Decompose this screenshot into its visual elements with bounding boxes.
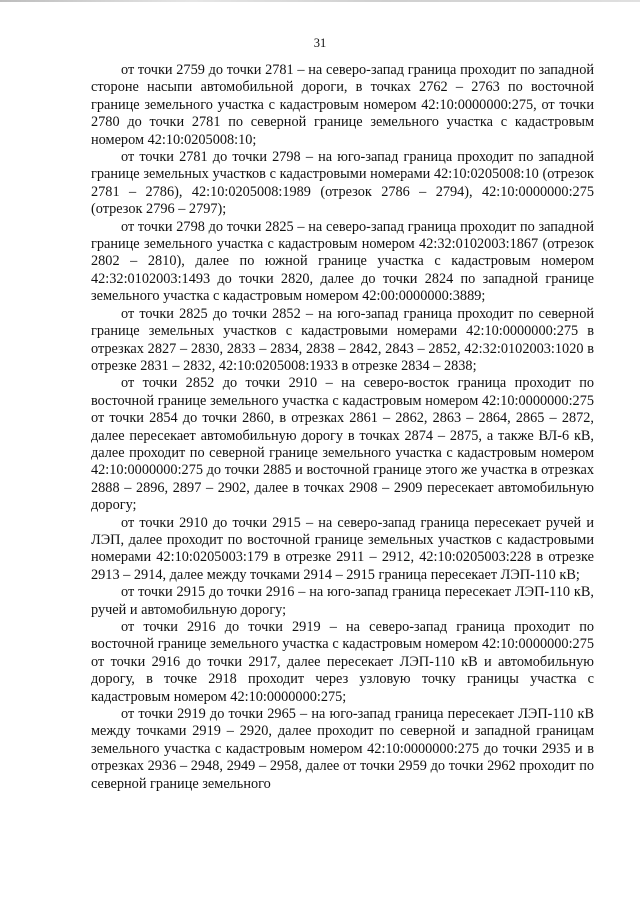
scan-top-edge [0,0,640,2]
paragraph-2916-2919: от точки 2916 до точки 2919 – на северо-запад граница проходит по восточной границе земельного участка с кадастровым номером 42:10:0000000:275 от точки 2916 до точки 2917, далее пересекает ЛЭП-110 кВ и автомобильную дорогу, в точке 2918 проходит через узловую точку границы участка с кадастровым номером 42:10:0000000:275; [91,619,594,705]
page-number: 31 [313,36,327,50]
paragraph-2910-2915: от точки 2910 до точки 2915 – на северо-запад граница пересекает ручей и ЛЭП, далее проходит по восточной границе земельных участков с кадастровыми номерами 42:10:0205003:179 в отрезке 2911 – 2912, 42:10:0205003:228 в отрезке 2913 – 2914, далее между точками 2914 – 2915 граница пересекает ЛЭП-110 кВ; [91,514,594,583]
paragraph-2919-2965: от точки 2919 до точки 2965 – на юго-запад граница пересекает ЛЭП-110 кВ между точками 2919 – 2920, далее проходит по северной и западной границам земельного участка с кадастровым номером 42:10:0000000:275 до точки 2935 и в отрезках 2936 – 2948, 2949 – 2958, далее от точки 2959 до точки 2962 проходит по северной границе земельного [91,706,594,792]
paragraph-2798-2825: от точки 2798 до точки 2825 – на северо-запад граница проходит по западной границе земельного участка с кадастровым номером 42:32:0102003:1867 (отрезок 2802 – 2810), далее по южной границе участка с кадастровым номером 42:32:0102003:1493 до точки 2820, далее до точки 2824 по западной границе земельного участка с кадастровым номером 42:00:0000000:3889; [91,218,594,305]
paragraph-2852-2910: от точки 2852 до точки 2910 – на северо-восток граница проходит по восточной границе земельного участка с кадастровым номером 42:10:0000000:275 от точки 2854 до точки 2860, в отрезках 2861 – 2862, 2863 – 2864, 2865 – 2872, далее пересекает автомобильную дорогу в точках 2874 – 2875, а также ВЛ-6 кВ, далее проходит по северной границе земельного участка с кадастровым номером 42:10:0000000:275 до точки 2885 и восточной границе этого же участка в отрезках 2888 – 2896, 2897 – 2902, далее в точках 2908 – 2909 пересекает автомобильную дорогу; [91,375,594,514]
paragraph-2759-2781: от точки 2759 до точки 2781 – на северо-запад граница проходит по западной стороне насыпи автомобильной дороги, в точках 2762 – 2763 по восточной границе земельного участка с кадастровым номером 42:10:0000000:275, от точки 2780 до точки 2781 по северной границе земельного участка с кадастровым номером 42:10:0205008:10; [91,62,594,148]
document-body [91,62,594,793]
paragraph-2915-2916: от точки 2915 до точки 2916 – на юго-запад граница пересекает ЛЭП-110 кВ, ручей и автомобильную дорогу; [91,584,594,618]
paragraph-2781-2798: от точки 2781 до точки 2798 – на юго-запад граница проходит по западной границе земельных участков с кадастровыми номерами 42:10:0205008:10 (отрезок 2781 – 2786), 42:10:0205008:1989 (отрезок 2786 – 2794), 42:10:0000000:275 (отрезок 2796 – 2797); [91,149,594,218]
paragraph-2825-2852: от точки 2825 до точки 2852 – на юго-запад граница проходит по северной границе земельных участков с кадастровыми номерами 42:10:0000000:275 в отрезках 2827 – 2830, 2833 – 2834, 2838 – 2842, 2843 – 2852, 42:32:0102003:1020 в отрезке 2831 – 2832, 42:10:0205008:1933 в отрезке 2834 – 2838; [91,305,594,374]
